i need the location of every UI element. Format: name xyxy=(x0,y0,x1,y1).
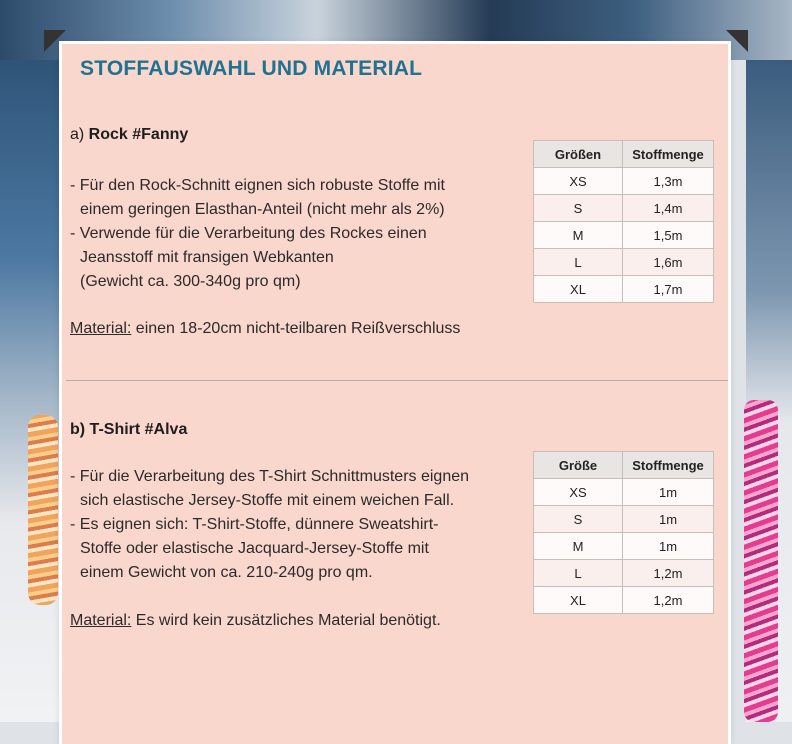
section-b-line-3: - Es eignen sich: T-Shirt-Stoffe, dünnere Sweatshirt- xyxy=(70,516,439,533)
amount-cell: 1m xyxy=(623,506,714,533)
thread-spool-right xyxy=(744,400,778,722)
photo-corner-top-right xyxy=(726,30,748,52)
table-header-size: Größen xyxy=(534,141,623,168)
size-cell: L xyxy=(534,560,623,587)
section-divider xyxy=(66,380,728,381)
section-b-line-4: Stoffe oder elastische Jacquard-Jersey-Stoffe mit xyxy=(80,540,429,557)
table-header-size: Größe xyxy=(534,452,623,479)
section-b-material-label: Material: xyxy=(70,612,132,629)
amount-cell: 1,4m xyxy=(623,195,714,222)
size-cell: M xyxy=(534,222,623,249)
size-cell: L xyxy=(534,249,623,276)
section-a-line-5: (Gewicht ca. 300-340g pro qm) xyxy=(80,273,301,290)
amount-cell: 1,2m xyxy=(623,587,714,614)
section-a-material xyxy=(70,320,460,338)
section-a-material-text: einen 18-20cm nicht-teilbaren Reißverschluss xyxy=(131,320,461,337)
amount-cell: 1m xyxy=(623,533,714,560)
section-b-description xyxy=(70,465,469,585)
section-a-description xyxy=(70,174,445,294)
amount-cell: 1,3m xyxy=(623,168,714,195)
section-a-name: Rock #Fanny xyxy=(88,126,189,143)
photo-corner-top-left xyxy=(44,30,66,52)
section-b-material-text: Es wird kein zusätzliches Material benötigt. xyxy=(131,612,441,629)
section-a-title xyxy=(70,126,188,144)
section-b-prefix: b) xyxy=(70,421,90,438)
section-a-line-1: - Für den Rock-Schnitt eignen sich robuste Stoffe mit xyxy=(70,177,445,194)
amount-cell: 1,7m xyxy=(623,276,714,303)
size-cell: M xyxy=(534,533,623,560)
table-row xyxy=(534,479,714,506)
amount-cell: 1m xyxy=(623,479,714,506)
table-row xyxy=(534,533,714,560)
background-left xyxy=(0,60,62,722)
section-b-title xyxy=(70,421,187,439)
section-b-name: T-Shirt #Alva xyxy=(89,421,188,438)
table-header-row xyxy=(534,141,714,168)
table-row xyxy=(534,249,714,276)
table-row xyxy=(534,560,714,587)
section-b-line-5: einem Gewicht von ca. 210-240g pro qm. xyxy=(80,564,373,581)
table-row xyxy=(534,222,714,249)
table-row xyxy=(534,276,714,303)
section-b-line-2: sich elastische Jersey-Stoffe mit einem weichen Fall. xyxy=(80,492,455,509)
table-row xyxy=(534,168,714,195)
table-header-fabric: Stoffmenge xyxy=(623,141,714,168)
section-a-material-label: Material: xyxy=(70,320,132,337)
size-cell: XL xyxy=(534,587,623,614)
table-row xyxy=(534,587,714,614)
section-b-line-1: - Für die Verarbeitung des T-Shirt Schnittmusters eignen xyxy=(70,468,470,485)
amount-cell: 1,2m xyxy=(623,560,714,587)
section-a-line-3: - Verwende für die Verarbeitung des Rockes einen xyxy=(70,225,427,242)
size-cell: XS xyxy=(534,479,623,506)
section-b-size-table xyxy=(533,451,714,614)
table-row xyxy=(534,506,714,533)
size-cell: S xyxy=(534,195,623,222)
table-header-row xyxy=(534,452,714,479)
table-header-fabric: Stoffmenge xyxy=(623,452,714,479)
section-a-line-2: einem geringen Elasthan-Anteil (nicht mehr als 2%) xyxy=(80,201,445,218)
size-cell: XS xyxy=(534,168,623,195)
table-row xyxy=(534,195,714,222)
section-a-prefix: a) xyxy=(70,126,89,143)
section-a-size-table xyxy=(533,140,714,303)
page-heading: STOFFAUSWAHL UND MATERIAL xyxy=(80,57,423,80)
section-a-line-4: Jeansstoff mit fransigen Webkanten xyxy=(80,249,334,266)
amount-cell: 1,6m xyxy=(623,249,714,276)
size-cell: S xyxy=(534,506,623,533)
amount-cell: 1,5m xyxy=(623,222,714,249)
section-b-material xyxy=(70,612,441,630)
size-cell: XL xyxy=(534,276,623,303)
thread-spool-left xyxy=(28,415,58,605)
